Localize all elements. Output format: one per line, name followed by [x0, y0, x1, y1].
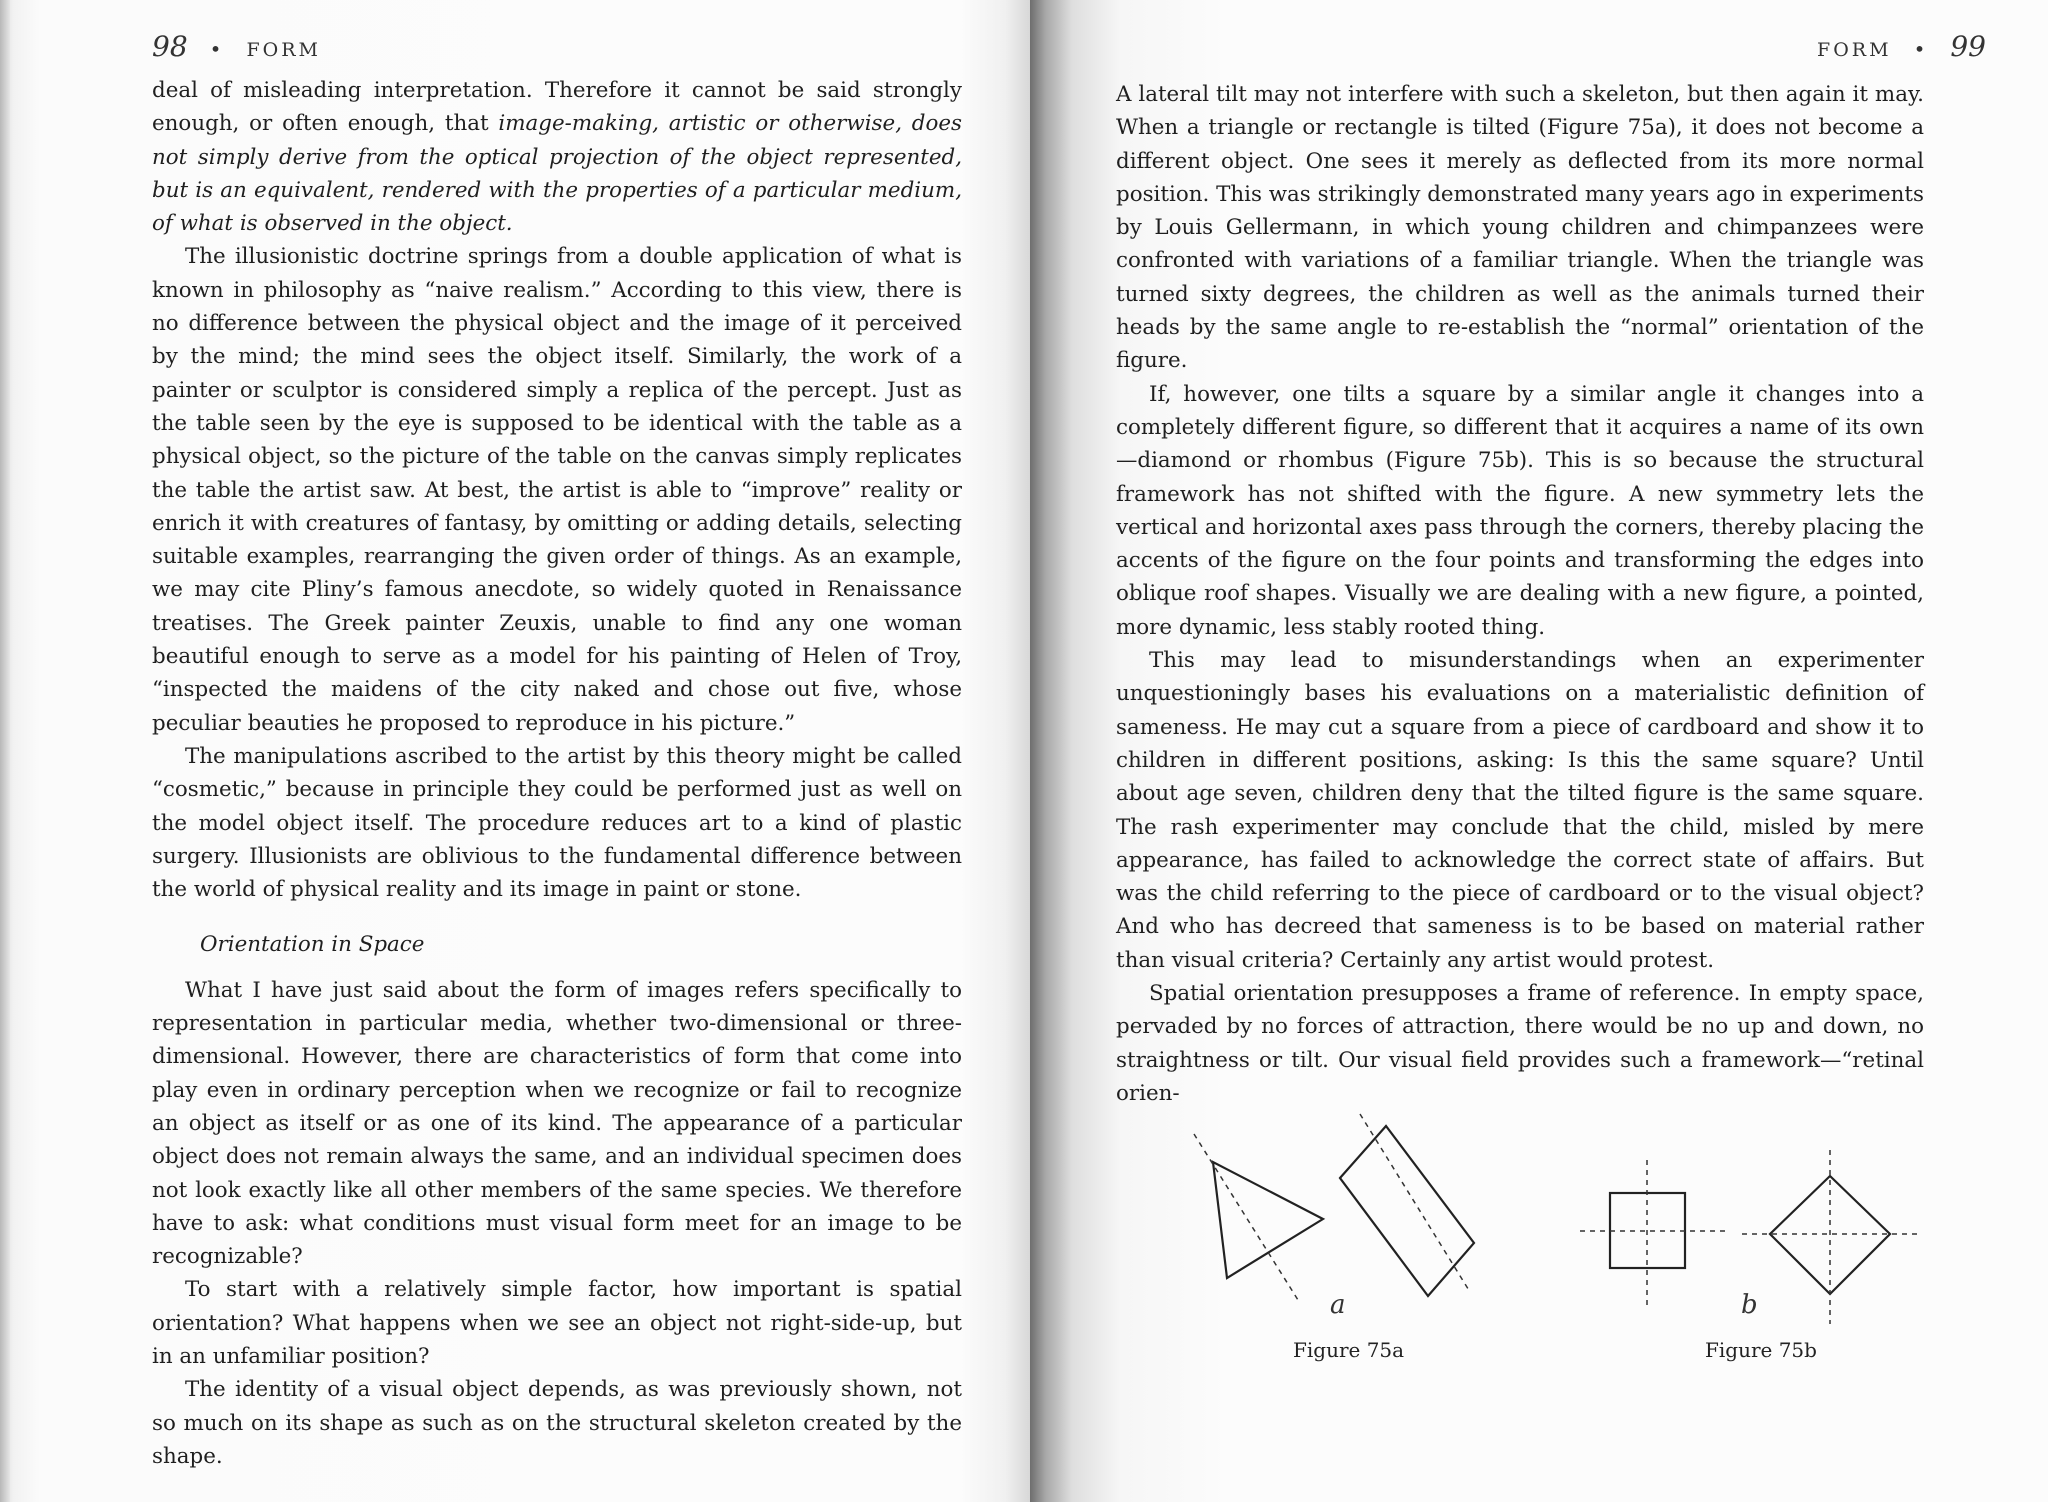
left-page-body	[152, 74, 962, 1473]
paragraph: If, however, one tilts a square by a similar angle it changes into a completely different figure, so different that it acquires a name of its own—diamond or rhombus (Figure 75b). This is so because the structural framework has not shifted with the figure. A new symmetry lets the vertical and horizontal axes pass through the corners, thereby placing the accents of the figure on the four points and transforming the edges into oblique roof shapes. Visually we are dealing with a new figure, a pointed, more dynamic, less stably rooted thing.	[1116, 381, 1924, 640]
running-head-right	[1817, 30, 1986, 63]
paragraph: This may lead to misunderstandings when an experimenter unquestioningly bases his evaluations on a materialistic definition of sameness. He may cut a square from a piece of cardboard and show it to children in different positions, asking: Is this the same square? Until about age seven, children deny that the tilted figure is the same square. The rash experimenter may conclude that the child, misled by mere appearance, has failed to acknowledge the correct state of affairs. But was the child referring to the piece of cardboard or to the visual object? And who has decreed that sameness is to be based on material rather than visual criteria? Certainly any artist would protest.	[1116, 648, 1924, 973]
paragraph: To start with a relatively simple factor, how important is spatial orientation? What happens when we see an object not right-side-up, but in an unfamiliar position?	[152, 1277, 962, 1369]
figure-label-b: b	[1741, 1290, 1758, 1320]
running-head-left	[152, 30, 321, 63]
triangle-axis	[1194, 1134, 1298, 1300]
paragraph: The illusionistic doctrine springs from a double application of what is known in philosophy as “naive realism.” According to this view, there is no difference between the physical object and the image of it perceived by the mind; the mind sees the object itself. Similarly, the work of a painter or sculptor is considered simply a replica of the percept. Just as the table seen by the eye is supposed to be identical with the table as a physical object, so the picture of the table on the canvas simply replicates the table the artist saw. At best, the artist is able to “improve” reality or enrich it with creatures of fantasy, by omitting or adding details, selecting suitable examples, rearranging the given order of things. As an example, we may cite Pliny’s famous anecdote, so widely quoted in Renaissance treatises. The Greek painter Zeuxis, unable to find any one woman beautiful enough to serve as a model for his painting of Helen of Troy, “inspected the maidens of the city naked and chose out five, whose peculiar beauties he proposed to reproduce in his picture.”	[152, 244, 962, 736]
separator-dot: •	[209, 37, 225, 61]
paragraph: The manipulations ascribed to the artist by this theory might be called “cosmetic,” because in principle they could be performed just as well on the model object itself. The procedure reduces art to a kind of plastic surgery. Illusionists are oblivious to the fundamental difference between the world of physical reality and its image in paint or stone.	[152, 743, 962, 903]
running-head-title: FORM	[1817, 39, 1892, 61]
figure-75	[1130, 1100, 1990, 1400]
right-page	[1030, 0, 2048, 1502]
paragraph: What I have just said about the form of images refers specifically to representation in particular media, whether two-dimensional or three-dimensional. However, there are characteristics of form that come into play even in ordinary perception when we recognize or fail to recognize an object as itself or as one of its kind. The appearance of a particular object does not remain always the same, and an individual specimen does not look exactly like all other members of the same species. We therefore have to ask: what conditions must visual form meet for an image to be recognizable?	[152, 977, 962, 1270]
separator-dot: •	[1913, 37, 1929, 61]
tilted-triangle	[1213, 1162, 1323, 1278]
page-number: 99	[1950, 30, 1986, 63]
figure-label-a: a	[1330, 1290, 1346, 1320]
section-heading: Orientation in Space	[200, 932, 425, 958]
figure-illustration	[1130, 1100, 1990, 1340]
emphasized-text: image-making, artistic or otherwise, does not simply derive from the optical projection of the object represented, but is an equivalent, rendered with the properties of a particular medium, of what is observed in the object.	[152, 111, 963, 237]
right-page-body	[1116, 78, 1924, 1110]
paragraph: Spatial orientation presupposes a frame of reference. In empty space, pervaded by no forces of attraction, there would be no up and down, no straightness or tilt. Our visual field provides such a framework—“retinal orien-	[1116, 981, 1924, 1106]
paragraph-text: deal of misleading interpretation. Therefore it cannot be said strongly enough, or often enough, that	[152, 78, 962, 137]
paragraph	[152, 74, 962, 240]
figure-caption-b: Figure 75b	[1705, 1338, 1817, 1362]
tilted-rectangle	[1340, 1126, 1474, 1296]
running-head-title: FORM	[246, 39, 321, 61]
page-number: 98	[152, 30, 188, 63]
book-edge	[0, 0, 10, 1502]
figure-caption-a: Figure 75a	[1293, 1338, 1405, 1362]
paragraph: The identity of a visual object depends, as was previously shown, not so much on its shape as such as on the structural skeleton created by the shape.	[152, 1377, 962, 1469]
paragraph: A lateral tilt may not interfere with such a skeleton, but then again it may. When a triangle or rectangle is tilted (Figure 75a), it does not become a different object. One sees it merely as deflected from its more normal position. This was strikingly demonstrated many years ago in experiments by Louis Gellermann, in which young children and chimpanzees were confronted with variations of a familiar triangle. When the triangle was turned sixty degrees, the children as well as the animals turned their heads by the same angle to re-establish the “normal” orientation of the figure.	[1116, 82, 1924, 374]
